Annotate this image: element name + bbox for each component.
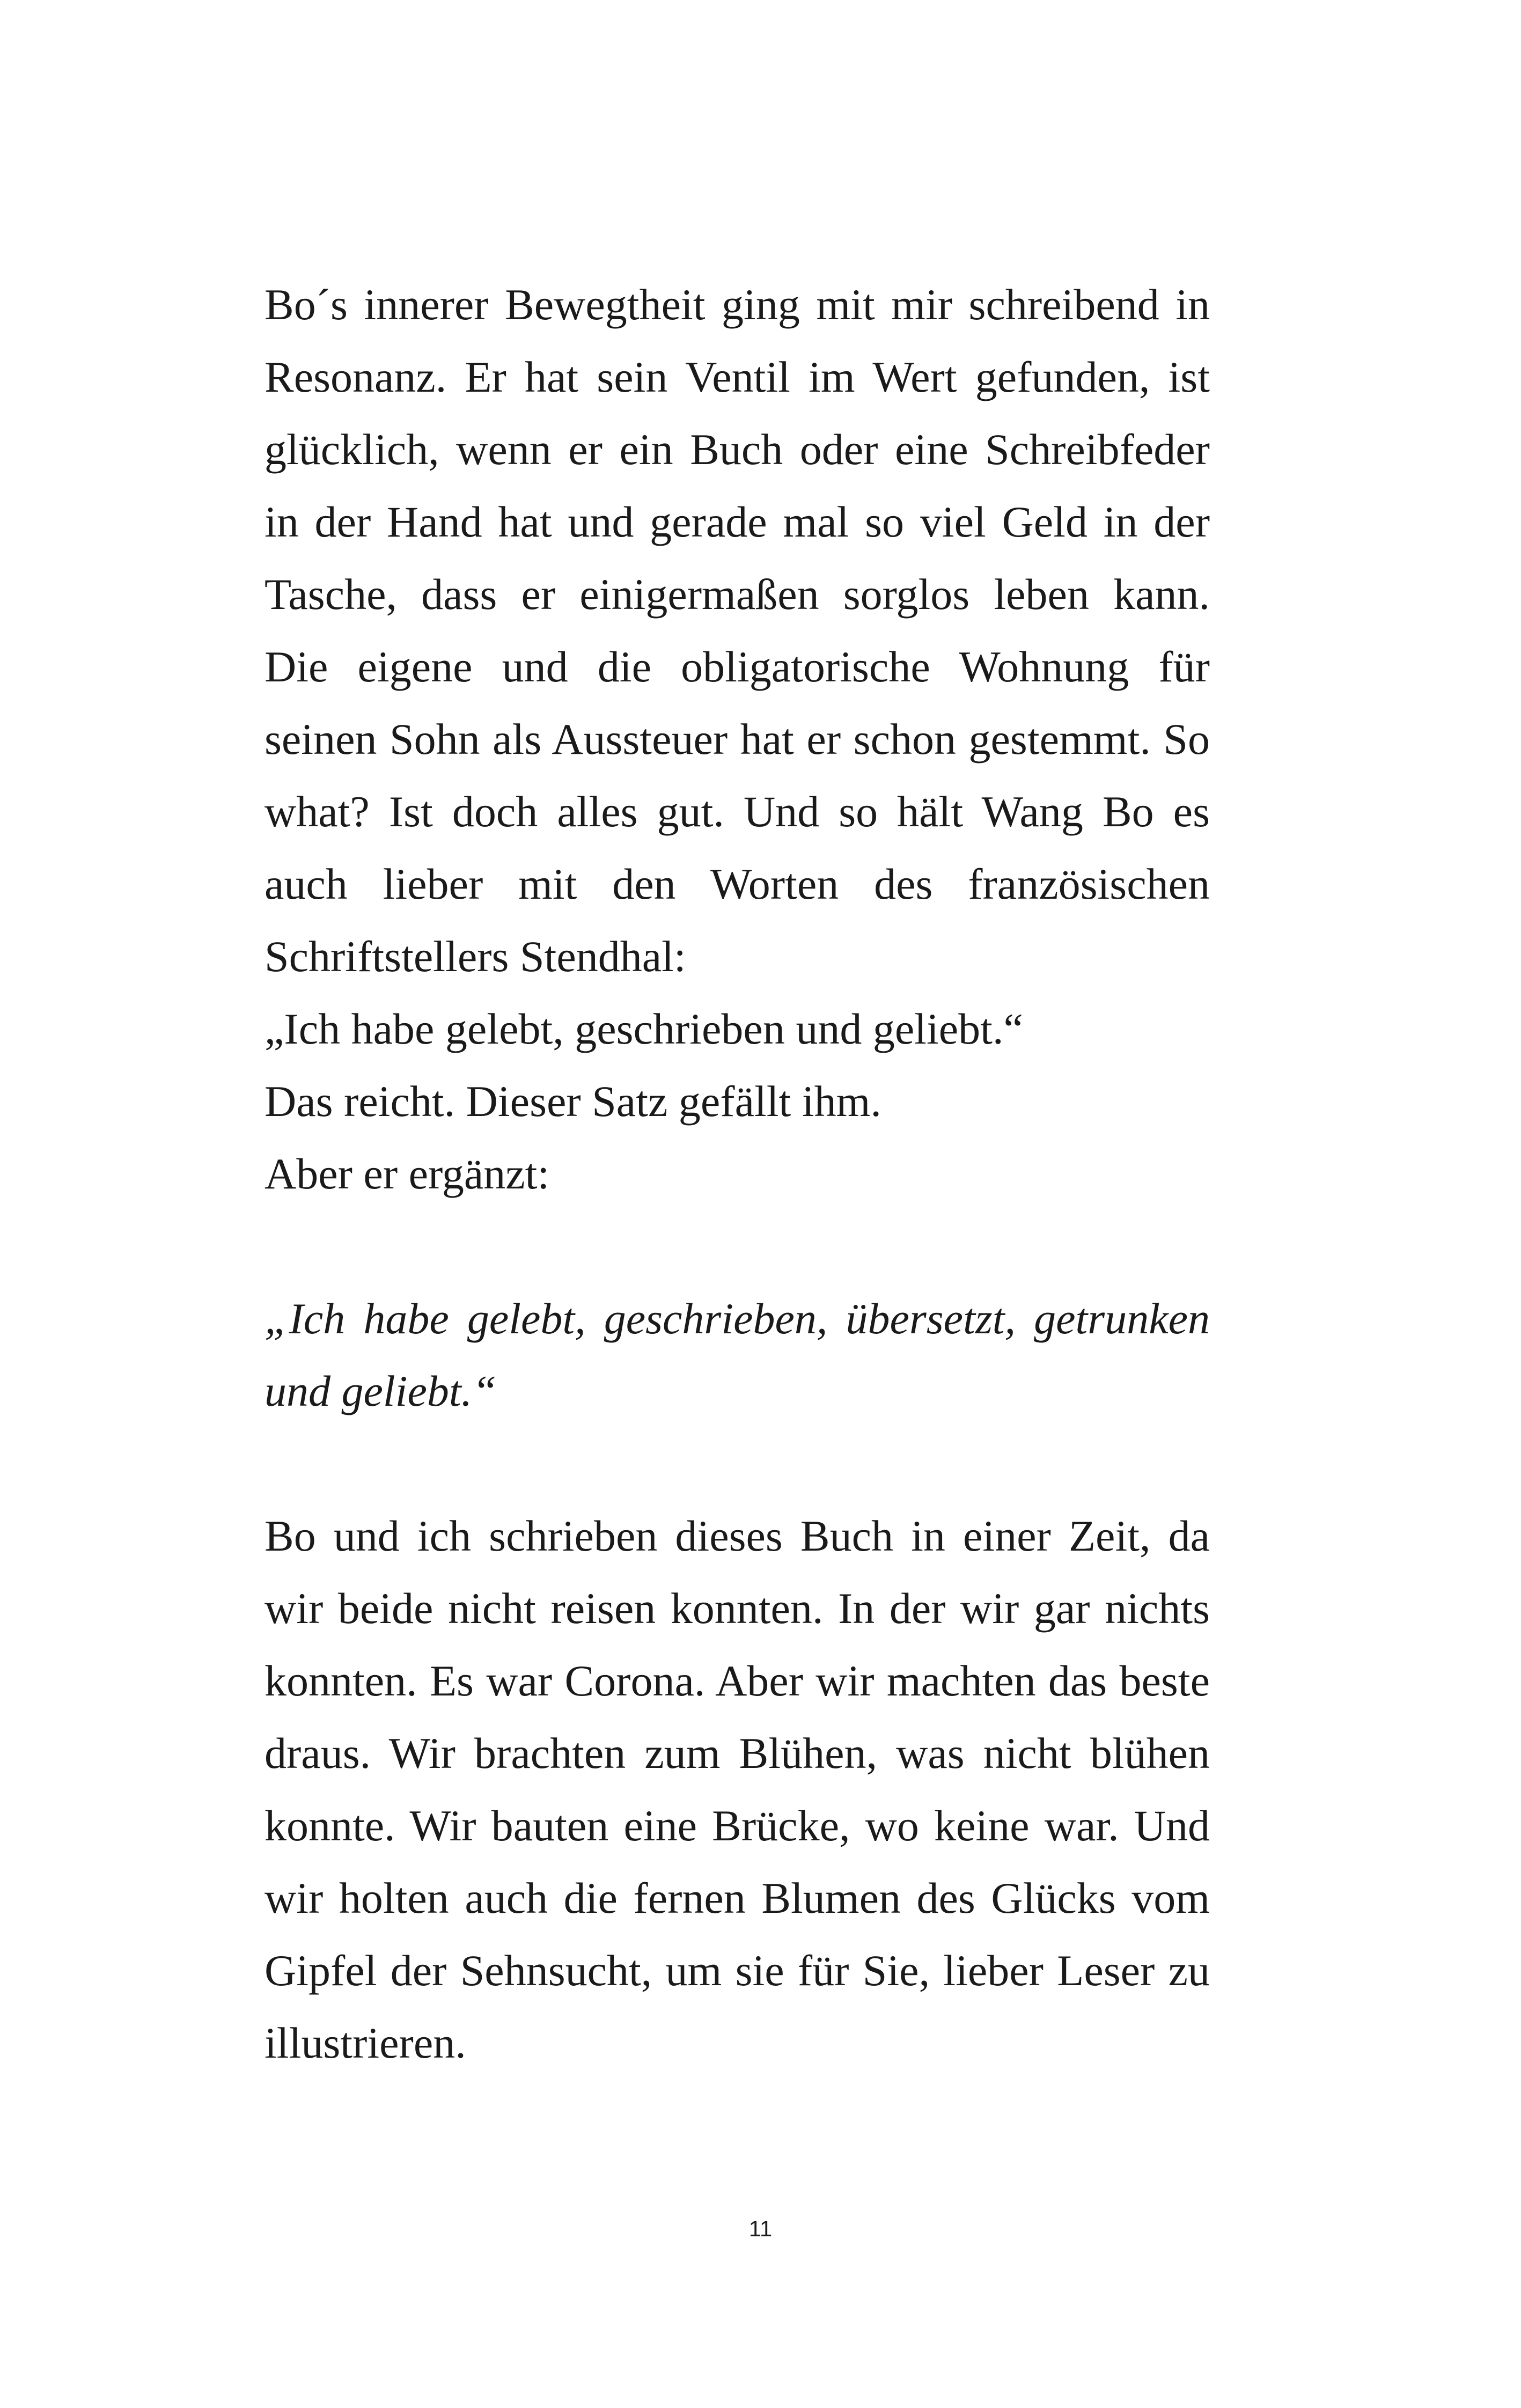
stendhal-quote: „Ich habe gelebt, geschrieben und geliebt.“ xyxy=(264,1004,1023,1053)
text-line: Die eigene und die obligatorische Wohnung für xyxy=(264,642,1210,691)
text-line: konnte. Wir bauten eine Brücke, wo keine war. Und xyxy=(264,1801,1210,1850)
text-line: Bo und ich schrieben dieses Buch in einer Zeit, da xyxy=(264,1511,1210,1560)
quote-line: und geliebt.“ xyxy=(264,1367,497,1415)
text-line: what? Ist doch alles gut. Und so hält Wang Bo es xyxy=(264,787,1210,836)
text-line: wir holten auch die fernen Blumen des Glücks vom xyxy=(264,1874,1210,1922)
text-line: Das reicht. Dieser Satz gefällt ihm. xyxy=(264,1077,881,1126)
text-line: seinen Sohn als Aussteuer hat er schon gestemmt. So xyxy=(264,715,1210,763)
text-line: glücklich, wenn er ein Buch oder eine Schreibfeder xyxy=(264,425,1210,474)
paragraph-resonanz xyxy=(264,268,1210,1210)
text-line: Aber er ergänzt: xyxy=(264,1149,550,1198)
text-line: illustrieren. xyxy=(264,2018,466,2067)
text-line: draus. Wir brachten zum Blühen, was nicht blühen xyxy=(264,1729,1210,1778)
wang-bo-quote xyxy=(264,1282,1210,1427)
text-line: Tasche, dass er einigermaßen sorglos leben kann. xyxy=(264,570,1210,619)
text-line: Schriftstellers Stendhal: xyxy=(264,932,686,981)
text-line: wir beide nicht reisen konnten. In der wir gar nichts xyxy=(264,1584,1210,1633)
text-line: Bo´s innerer Bewegtheit ging mit mir schreibend in xyxy=(264,280,1210,329)
text-line: Gipfel der Sehnsucht, um sie für Sie, lieber Leser zu xyxy=(264,1946,1210,1995)
text-line: konnten. Es war Corona. Aber wir machten das beste xyxy=(264,1656,1210,1705)
quote-line: „Ich habe gelebt, geschrieben, übersetzt, getrunken xyxy=(264,1294,1210,1343)
text-line: in der Hand hat und gerade mal so viel Geld in der xyxy=(264,497,1210,546)
paragraph-corona xyxy=(264,1500,1210,2079)
page-number: 11 xyxy=(748,2216,773,2241)
text-line: Resonanz. Er hat sein Ventil im Wert gefunden, ist xyxy=(264,353,1210,401)
text-line: auch lieber mit den Worten des französischen xyxy=(264,860,1210,908)
